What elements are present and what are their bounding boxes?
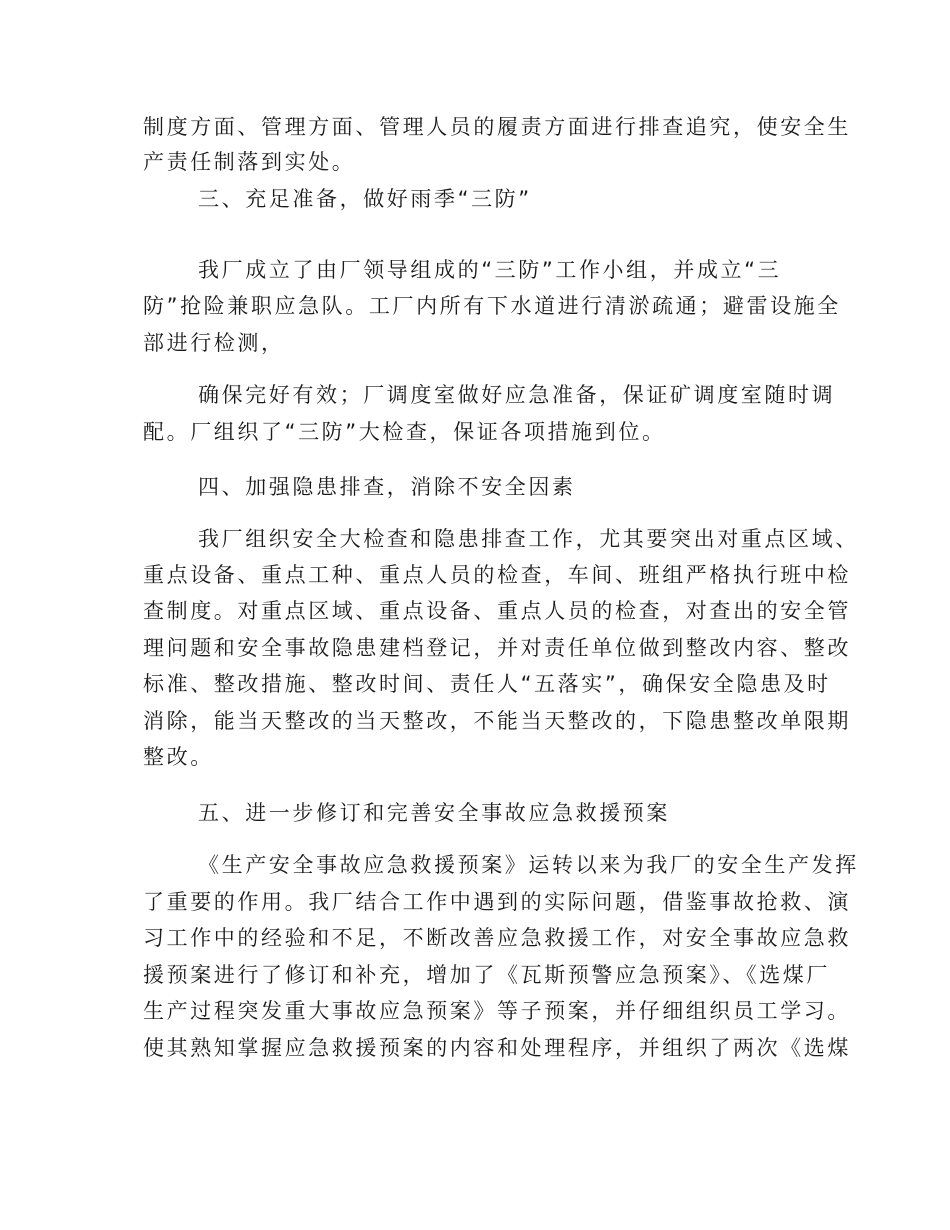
section-heading-3: 三、充足准备，做好雨季“三防”: [198, 187, 532, 211]
text-line: 我厂成立了由厂领导组成的“三防”工作小组，并成立“三: [198, 258, 782, 282]
text-line: 了重要的作用。我厂结合工作中遇到的实际问题，借鉴事故抢救、演: [143, 890, 851, 914]
text-line: 产责任制落到实处。: [143, 150, 356, 174]
text-line: 查制度。对重点区域、重点设备、重点人员的检查，对查出的安全管: [143, 599, 851, 623]
text-line: 制度方面、管理方面、管理人员的履责方面进行排查追究，使安全生: [143, 115, 851, 139]
text-line: 确保完好有效；厂调度室做好应急准备，保证矿调度室随时调: [198, 383, 836, 407]
text-line: 整改。: [143, 745, 214, 769]
text-line: 《生产安全事故应急救援预案》运转以来为我厂的安全生产发挥: [198, 853, 859, 877]
text-line: 重点设备、重点工种、重点人员的检查，车间、班组严格执行班中检: [143, 563, 851, 587]
text-line: 部进行检测，: [143, 331, 285, 355]
section-heading-5: 五、进一步修订和完善安全事故应急救援预案: [198, 801, 670, 825]
text-line: 配。厂组织了“三防”大检查，保证各项措施到位。: [143, 420, 666, 444]
text-line: 使其熟知掌握应急救援预案的内容和处理程序，并组织了两次《选煤: [143, 1036, 851, 1060]
text-line: 标准、整改措施、整改时间、责任人“五落实”，确保安全隐患及时: [143, 672, 831, 696]
section-heading-4: 四、加强隐患排查，消除不安全因素: [198, 475, 576, 499]
text-line: 防”抢险兼职应急队。工厂内所有下水道进行清淤疏通；避雷设施全: [143, 294, 841, 318]
text-line: 援预案进行了修订和补充，增加了《瓦斯预警应急预案》、《选煤厂: [143, 963, 830, 987]
text-line: 理问题和安全事故隐患建档登记，并对责任单位做到整改内容、整改: [143, 636, 851, 660]
text-line: 消除，能当天整改的当天整改，不能当天整改的，下隐患整改单限期: [143, 709, 851, 733]
text-line: 习工作中的经验和不足，不断改善应急救援工作，对安全事故应急救: [143, 926, 851, 950]
text-line: 我厂组织安全大检查和隐患排查工作，尤其要突出对重点区域、: [198, 527, 859, 551]
text-line: 生产过程突发重大事故应急预案》等子预案，并仔细组织员工学习。: [143, 999, 851, 1023]
